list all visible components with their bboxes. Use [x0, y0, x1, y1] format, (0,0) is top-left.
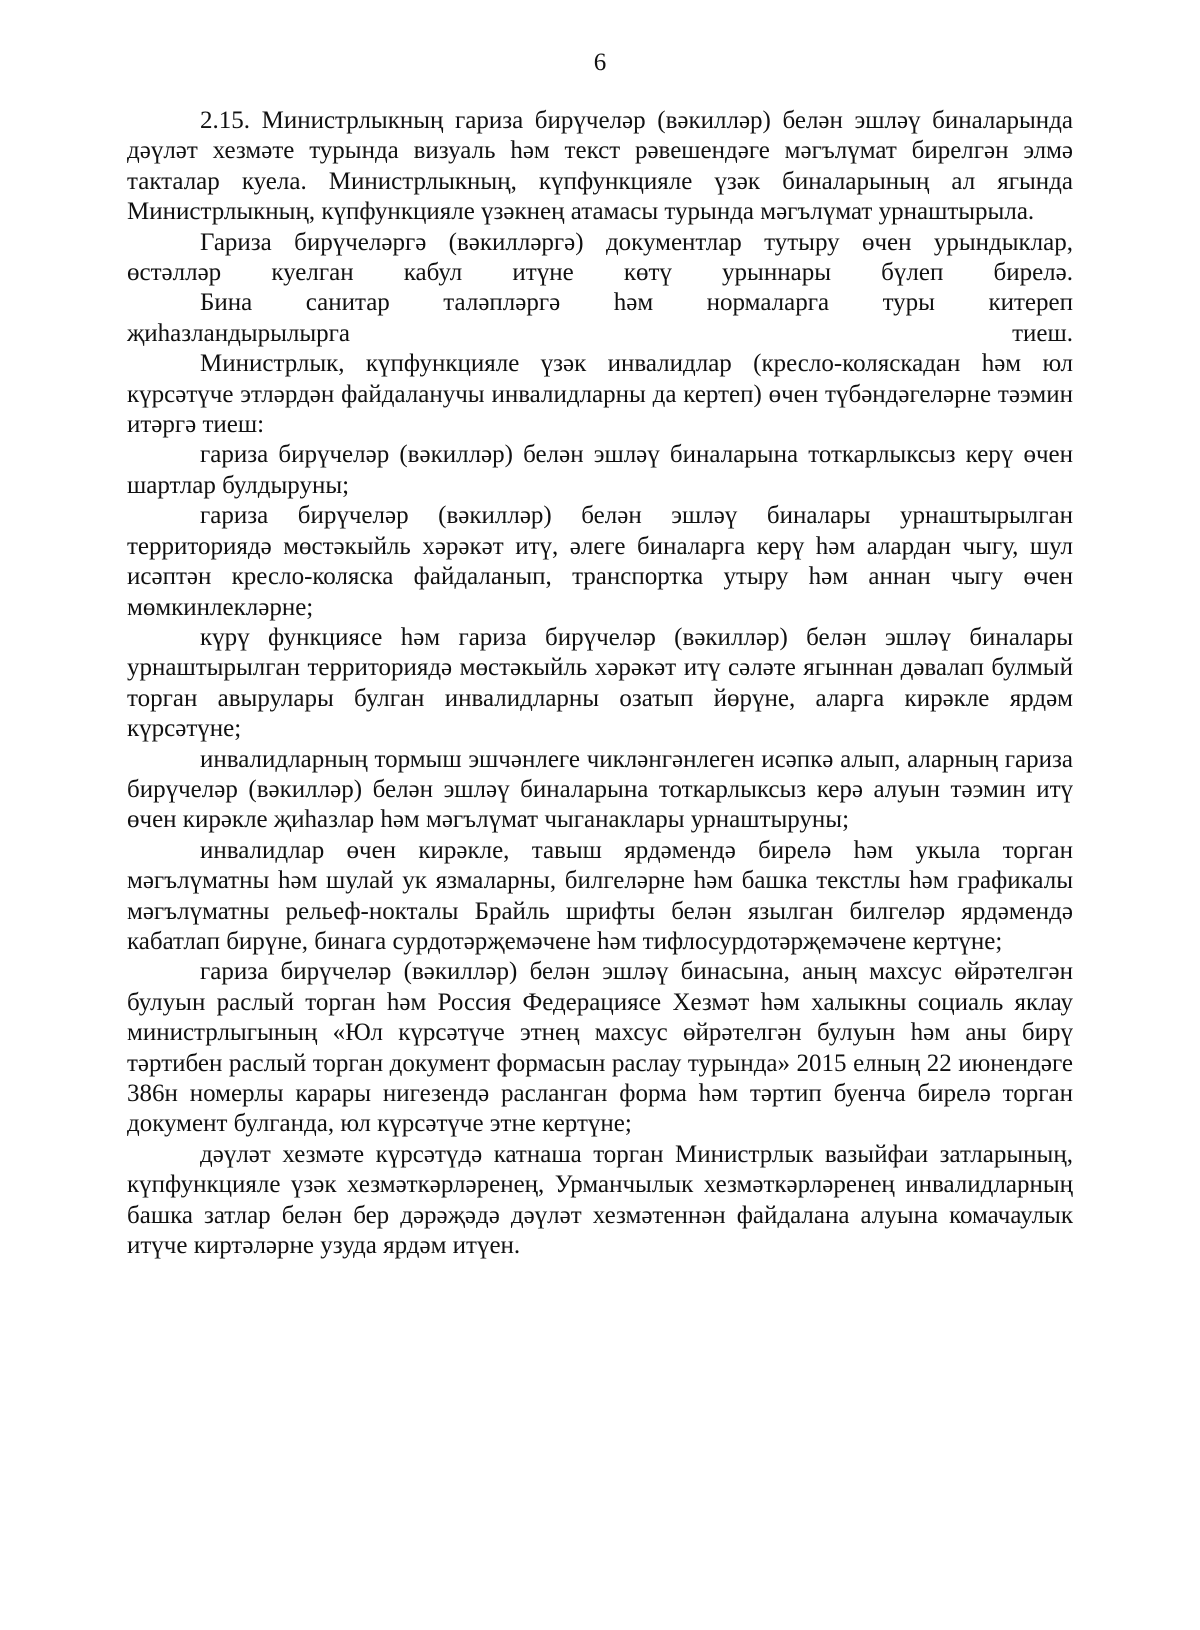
paragraph-2-15: 2.15. Министрлыкның гариза бирүчеләр (вәкилләр) белән эшләү биналарында дәүләт хезмәте турында визуаль һәм текст рәвешендәге мәгълүмат бирелгән элмә такталар куела. Министрлыкның, күпфункцияле үзәк биналарының ал ягында Министрлыкның, күпфункцияле үзәкнең атамасы турында мәгълүмат урнаштырыла.	[127, 107, 1073, 226]
paragraph-accessibility-intro: Министрлык, күпфункцияле үзәк инвалидлар (кресло-коляскадан һәм юл күрсәтүче этләрдән файдаланучы инвалидларны да кертеп) өчен түбәндәгеләрне тәэмин итәргә тиеш:	[127, 350, 1073, 439]
list-item-staff-assistance: дәүләт хезмәте күрсәтүдә катнаша торган Министрлык вазыйфаи затларының, күпфункцияле үзәк хезмәткәрләренең, Урманчылык хезмәткәрләренең инвалидларның башка затлар белән бер дәрәҗәдә дәүләт хезмәтеннән файдалана алуына комачаулык итүче киртәләрне узуда ярдәм итүен.	[127, 1140, 1073, 1260]
list-item-guide-dog: гариза бирүчеләр (вәкилләр) белән эшләү бинасына, аның махсус өйрәтелгән булуын раслый торган һәм Россия Федерациясе Хезмәт һәм халыкны социаль яклау министрлыгының «Юл күрсәтүче этнең махсус өйрәтелгән булуын һәм аны бирү тәртибен раслый торган документ формасын раслау турында» 2015 елның 22 июнендәге 386н номерлы карары нигезендә расланган форма һәм тәртип буенча бирелә торган документ булганда, юл күрсәтүче этне кертүне;	[127, 958, 1073, 1138]
list-item-braille-interpreters: инвалидлар өчен кирәкле, тавыш ярдәмендә бирелә һәм укыла торган мәгълүматны һәм шулай ук язмаларны, билгеләрне һәм башка текстлы һәм графикалы мәгълүматны рельеф-нокталы Брайль шрифты белән язылган билгеләр ярдәмендә кабатлап бирүне, бинага сурдотәрҗемәчене һәм тифлосурдотәрҗемәчене кертүне;	[127, 836, 1073, 955]
page-number: 6	[593, 49, 607, 76]
paragraph-sanitary-requirements: Бина санитар таләпләргә һәм нормаларга туры китереп җиһазландырылырга тиеш.	[127, 289, 1073, 347]
list-item-independent-movement: гариза бирүчеләр (вәкилләр) белән эшләү биналары урнаштырылган территориядә мөстәкыйль хәрәкәт итү, әлеге биналарга керү һәм алардан чыгу, шул исәптән кресло-коляска файдаланып, транспортка утыру һәм аннан чыгу өчен мөмкинлекләрне;	[127, 502, 1073, 621]
list-item-equipment-information: инвалидларның тормыш эшчәнлеге чикләнгәнлеген исәпкә алып, аларның гариза бирүчеләр (вәкилләр) белән эшләү биналарына тоткарлыксыз керә алуын тәэмин итү өчен кирәкле җиһазлар һәм мәгълүмат чыганаклары урнаштыруны;	[127, 745, 1073, 834]
list-item-unimpeded-entry: гариза бирүчеләр (вәкилләр) белән эшләү биналарына тоткарлыксыз керү өчен шартлар булдыруны;	[127, 441, 1073, 499]
paragraph-waiting-places: Гариза бирүчеләргә (вәкилләргә) документлар тутыру өчен урындыклар, өстәлләр куелган кабул итүне көтү урыннары бүлеп бирелә.	[127, 228, 1073, 287]
list-item-escort-assistance: күрү функциясе һәм гариза бирүчеләр (вәкилләр) белән эшләү биналары урнаштырылган территориядә мөстәкыйль хәрәкәт итү сәләте ягыннан дәвалап булмый торган авырулары булган инвалидларны озатып йөрүне, аларга кирәкле ярдәм күрсәтүне;	[127, 623, 1073, 743]
document-body	[127, 106, 1073, 1261]
